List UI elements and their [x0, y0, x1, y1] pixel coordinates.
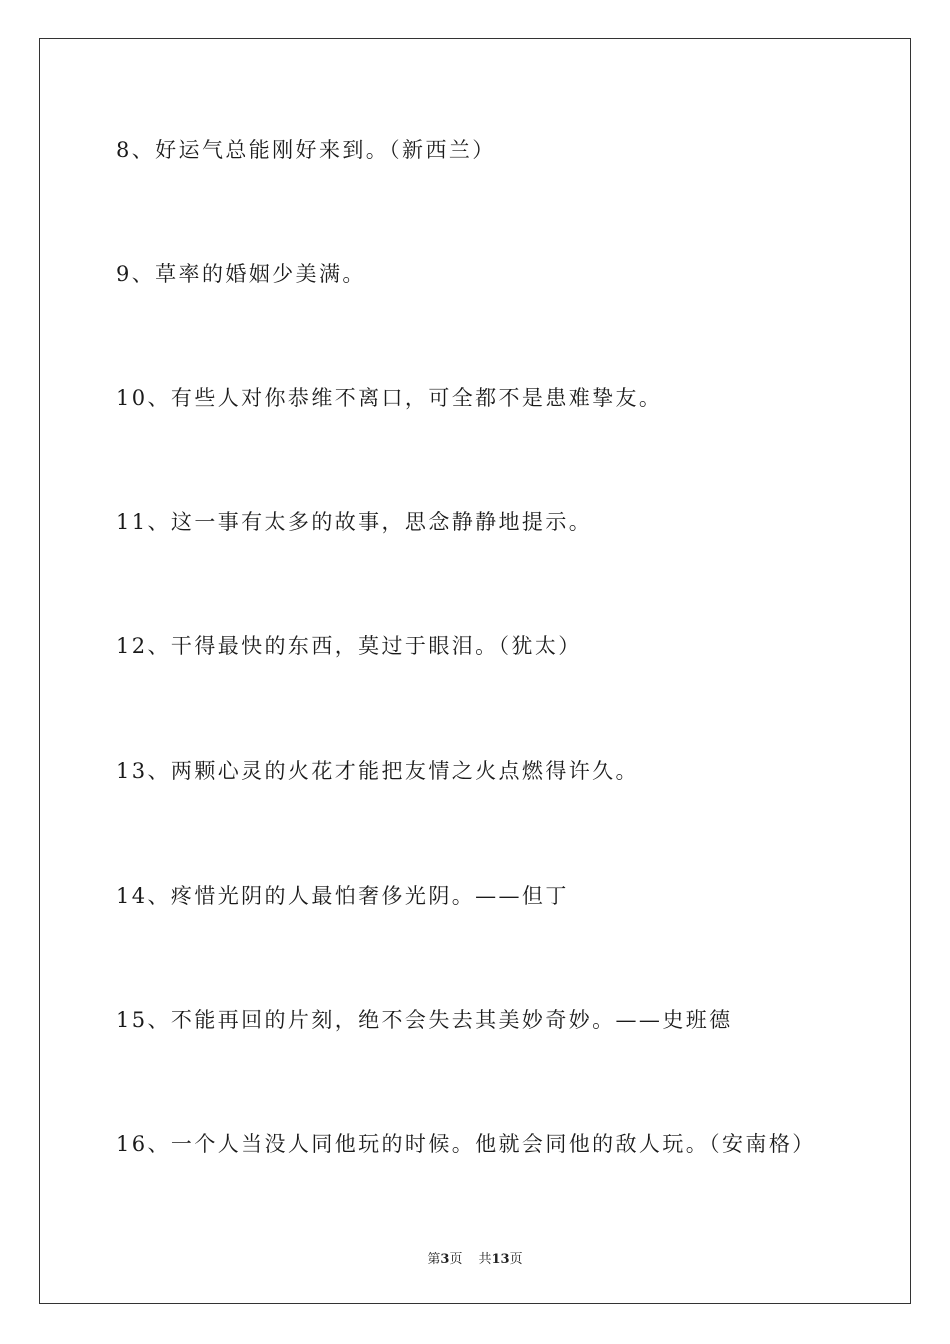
quote-line-13: 13、两颗心灵的火花才能把友情之火点燃得许久。	[116, 759, 639, 783]
quote-line-11: 11、这一事有太多的故事，思念静静地提示。	[116, 510, 593, 534]
quote-line-9: 9、草率的婚姻少美满。	[116, 262, 366, 286]
quote-line-15: 15、不能再回的片刻，绝不会失去其美妙奇妙。——史班德	[116, 1008, 733, 1032]
quote-line-16: 16、一个人当没人同他玩的时候。他就会同他的敌人玩。（安南格）	[116, 1132, 816, 1156]
page-prefix: 第	[427, 1252, 441, 1267]
total-prefix: 共	[478, 1252, 492, 1267]
page-border	[39, 38, 911, 1304]
quote-line-10: 10、有些人对你恭维不离口，可全都不是患难挚友。	[116, 386, 663, 410]
page-footer	[0, 1248, 950, 1267]
page-number: 3	[440, 1252, 450, 1267]
quote-line-14: 14、疼惜光阴的人最怕奢侈光阴。——但丁	[116, 884, 569, 908]
page-suffix: 页	[449, 1252, 463, 1267]
quote-line-12: 12、干得最快的东西，莫过于眼泪。（犹太）	[116, 634, 582, 658]
total-suffix: 页	[509, 1252, 523, 1267]
quote-line-8: 8、好运气总能刚好来到。（新西兰）	[116, 138, 496, 162]
total-pages: 13	[491, 1252, 510, 1267]
